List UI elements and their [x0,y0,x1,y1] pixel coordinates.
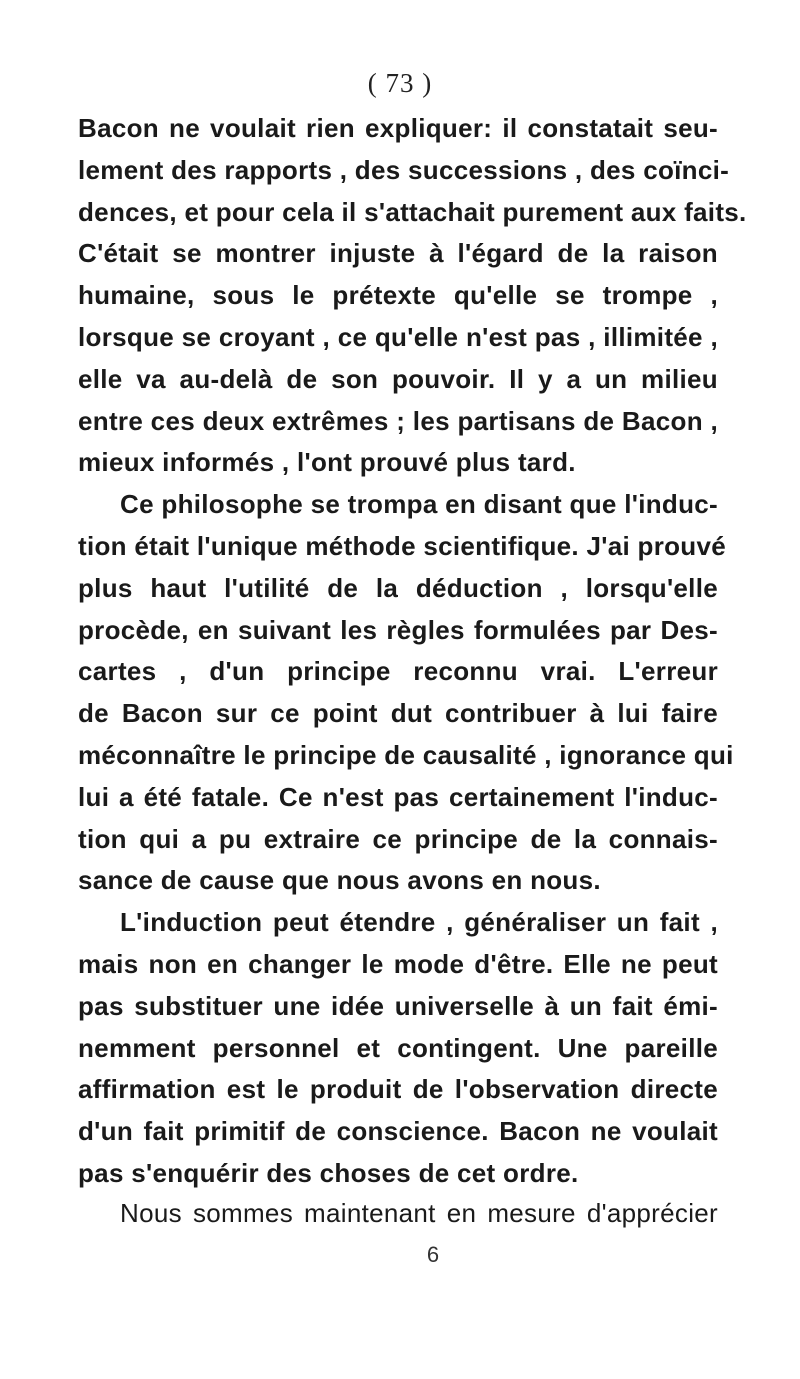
text-line: C'était se montrer injuste à l'égard de la raison [78,238,718,269]
body-text [78,108,747,1195]
text-line: procède, en suivant les règles formulées par Des- [78,614,718,645]
text-line: d'un fait primitif de conscience. Bacon ne voulait [78,1116,718,1147]
text-line: plus haut l'utilité de la déduction , lorsqu'elle [78,572,718,603]
final-line: Nous sommes maintenant en mesure d'apprécier [120,1198,718,1228]
text-line: dences, et pour cela il s'attachait purement aux faits. [78,196,747,227]
page-number-header: ( 73 ) [367,68,433,98]
text-line: mieux informés , l'ont prouvé plus tard. [78,447,576,478]
text-line: pas substituer une idée universelle à un fait émi- [78,990,718,1021]
text-line: lement des rapports , des successions , des coïnci- [78,154,730,185]
text-line: tion était l'unique méthode scientifique. J'ai prouvé [78,530,727,561]
text-line: L'induction peut étendre , généraliser un fait , [120,907,718,938]
text-line: de Bacon sur ce point dut contribuer à lui faire [78,698,718,729]
text-line: nemment personnel et contingent. Une pareille [78,1032,718,1063]
text-line: elle va au-delà de son pouvoir. Il y a un milieu [78,363,718,394]
text-line: sance de cause que nous avons en nous. [78,865,601,896]
text-line: cartes , d'un principe reconnu vrai. L'erreur [78,656,718,687]
text-line: tion qui a pu extraire ce principe de la connais- [78,823,718,854]
text-line: méconnaître le principe de causalité , ignorance qui [78,739,734,770]
text-line: humaine, sous le prétexte qu'elle se trompe , [78,280,718,311]
text-line: entre ces deux extrêmes ; les partisans de Bacon , [78,405,718,436]
text-line: lorsque se croyant , ce qu'elle n'est pas , illimitée , [78,321,718,352]
text-line: affirmation est le produit de l'observation directe [78,1074,718,1105]
text-line: mais non en changer le mode d'être. Elle ne peut [78,948,718,979]
text-line: Ce philosophe se trompa en disant que l'induc- [120,489,718,520]
signature-mark: 6 [426,1242,440,1267]
text-line: lui a été fatale. Ce n'est pas certainement l'induc- [78,781,718,812]
text-line: Bacon ne voulait rien expliquer: il constatait seu- [78,113,718,143]
text-line: pas s'enquérir des choses de cet ordre. [78,1157,579,1188]
